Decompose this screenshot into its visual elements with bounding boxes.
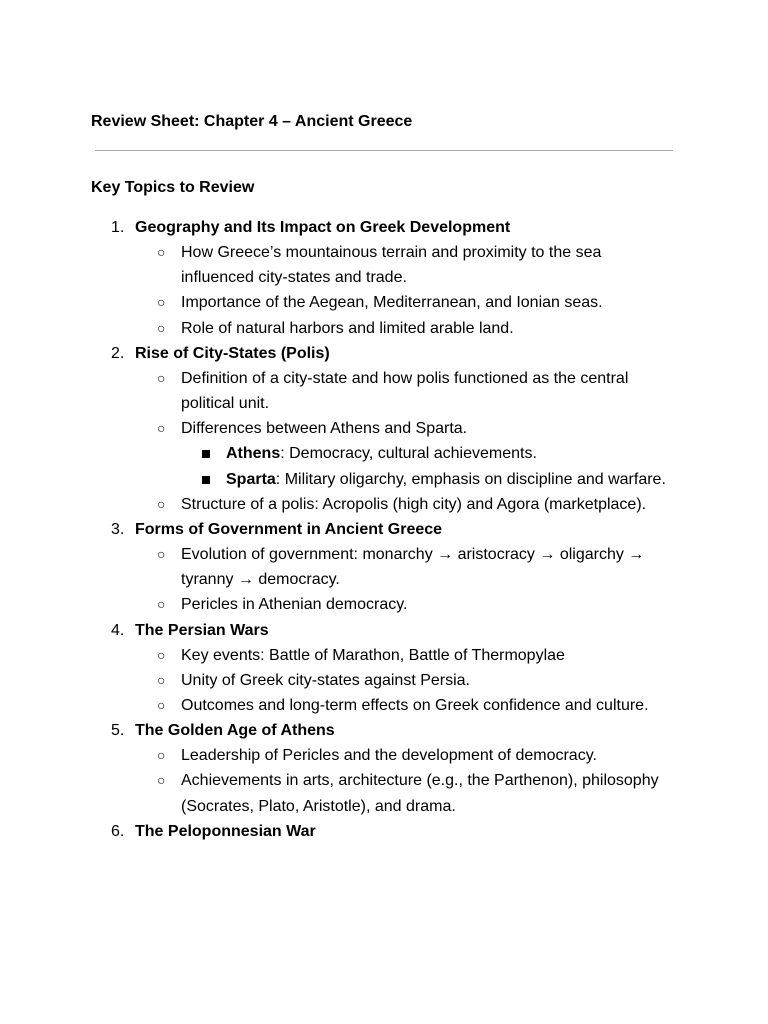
list-item-text: Outcomes and long-term effects on Greek confidence and culture. (181, 697, 649, 715)
topic-title: Geography and Its Impact on Greek Development (135, 219, 511, 236)
circle-bullet-icon: ○ (157, 244, 166, 260)
topic-heading (0, 341, 768, 366)
list-item-text: Leadership of Pericles and the development of democracy. (181, 747, 597, 765)
topic-number: 4. (111, 621, 125, 639)
list-item (0, 643, 677, 668)
topic-title: The Golden Age of Athens (135, 722, 335, 740)
list-item (0, 693, 677, 718)
list-item (0, 743, 677, 768)
list-item-text: Definition of a city-state and how polis functioned as the central political unit. (181, 369, 629, 413)
list-item-text: Pericles in Athenian democracy. (181, 596, 408, 614)
circle-bullet-icon: ○ (157, 495, 166, 512)
list-item (0, 668, 677, 693)
list-item (0, 316, 677, 341)
topic-title: The Peloponnesian War (135, 822, 316, 840)
topics-list (0, 215, 768, 844)
circle-bullet-icon: ○ (157, 319, 166, 336)
nested-item-term: Sparta (226, 470, 276, 488)
list-item (0, 768, 677, 818)
list-item-text: Evolution of government: monarchy → aristocracy → oligarchy → tyranny → democracy. (181, 546, 645, 589)
topic-item (0, 517, 768, 618)
topic-number: 3. (111, 521, 125, 539)
square-bullet-icon (202, 476, 210, 484)
topic-title: The Persian Wars (135, 621, 269, 639)
list-item (0, 240, 677, 290)
circle-bullet-icon: ○ (157, 697, 166, 714)
horizontal-rule (95, 150, 673, 151)
topic-heading (0, 718, 768, 743)
topic-number: 2. (111, 344, 125, 362)
circle-bullet-icon: ○ (157, 646, 166, 663)
topic-item (0, 718, 768, 819)
topic-item (0, 341, 768, 517)
topic-title: Rise of City-States (Polis) (135, 344, 330, 362)
topic-number: 1. (111, 219, 125, 236)
square-bullet-icon (202, 450, 210, 458)
topic-number: 6. (111, 822, 125, 840)
list-item (0, 416, 677, 441)
document-title: Review Sheet: Chapter 4 – Ancient Greece (91, 113, 413, 130)
circle-bullet-icon: ○ (157, 596, 166, 613)
nested-list-item (0, 467, 671, 492)
topic-heading (0, 215, 768, 240)
topic-title: Forms of Government in Ancient Greece (135, 521, 443, 539)
list-item-text: Differences between Athens and Sparta. (181, 420, 468, 438)
list-item-text: Achievements in arts, architecture (e.g., the Parthenon), philosophy (Socrates, Plato, Aristotle), and drama. (181, 772, 659, 815)
nested-item-text: : Military oligarchy, emphasis on discipline and warfare. (275, 470, 666, 488)
circle-bullet-icon: ○ (157, 546, 166, 563)
list-item-text: Role of natural harbors and limited arable land. (181, 319, 514, 337)
circle-bullet-icon: ○ (157, 747, 166, 764)
list-item-text: Importance of the Aegean, Mediterranean, and Ionian seas. (181, 294, 603, 312)
circle-bullet-icon: ○ (157, 420, 166, 437)
topic-heading (0, 819, 768, 844)
nested-item-text: : Democracy, cultural achievements. (280, 445, 537, 463)
list-item-text: How Greece’s mountainous terrain and proximity to the sea influenced city-states and trade. (181, 244, 602, 287)
circle-bullet-icon: ○ (157, 772, 166, 789)
list-item (0, 592, 677, 617)
circle-bullet-icon: ○ (157, 369, 166, 386)
nested-list-item (0, 441, 671, 466)
nested-item-term: Athens (226, 445, 281, 463)
section-heading: Key Topics to Review (91, 179, 255, 196)
circle-bullet-icon: ○ (157, 294, 166, 311)
topic-item (0, 618, 768, 719)
topic-heading (0, 517, 768, 542)
list-item (0, 492, 677, 517)
list-item-text: Key events: Battle of Marathon, Battle of Thermopylae (181, 646, 565, 664)
list-item (0, 542, 677, 592)
circle-bullet-icon: ○ (157, 671, 166, 688)
list-item (0, 366, 677, 416)
topic-number: 5. (111, 722, 125, 740)
list-item-text: Unity of Greek city-states against Persia. (181, 671, 470, 689)
list-item (0, 290, 677, 315)
topic-item (0, 819, 768, 844)
topic-heading (0, 618, 768, 643)
list-item-text: Structure of a polis: Acropolis (high city) and Agora (marketplace). (181, 495, 647, 513)
topic-item (0, 215, 768, 341)
